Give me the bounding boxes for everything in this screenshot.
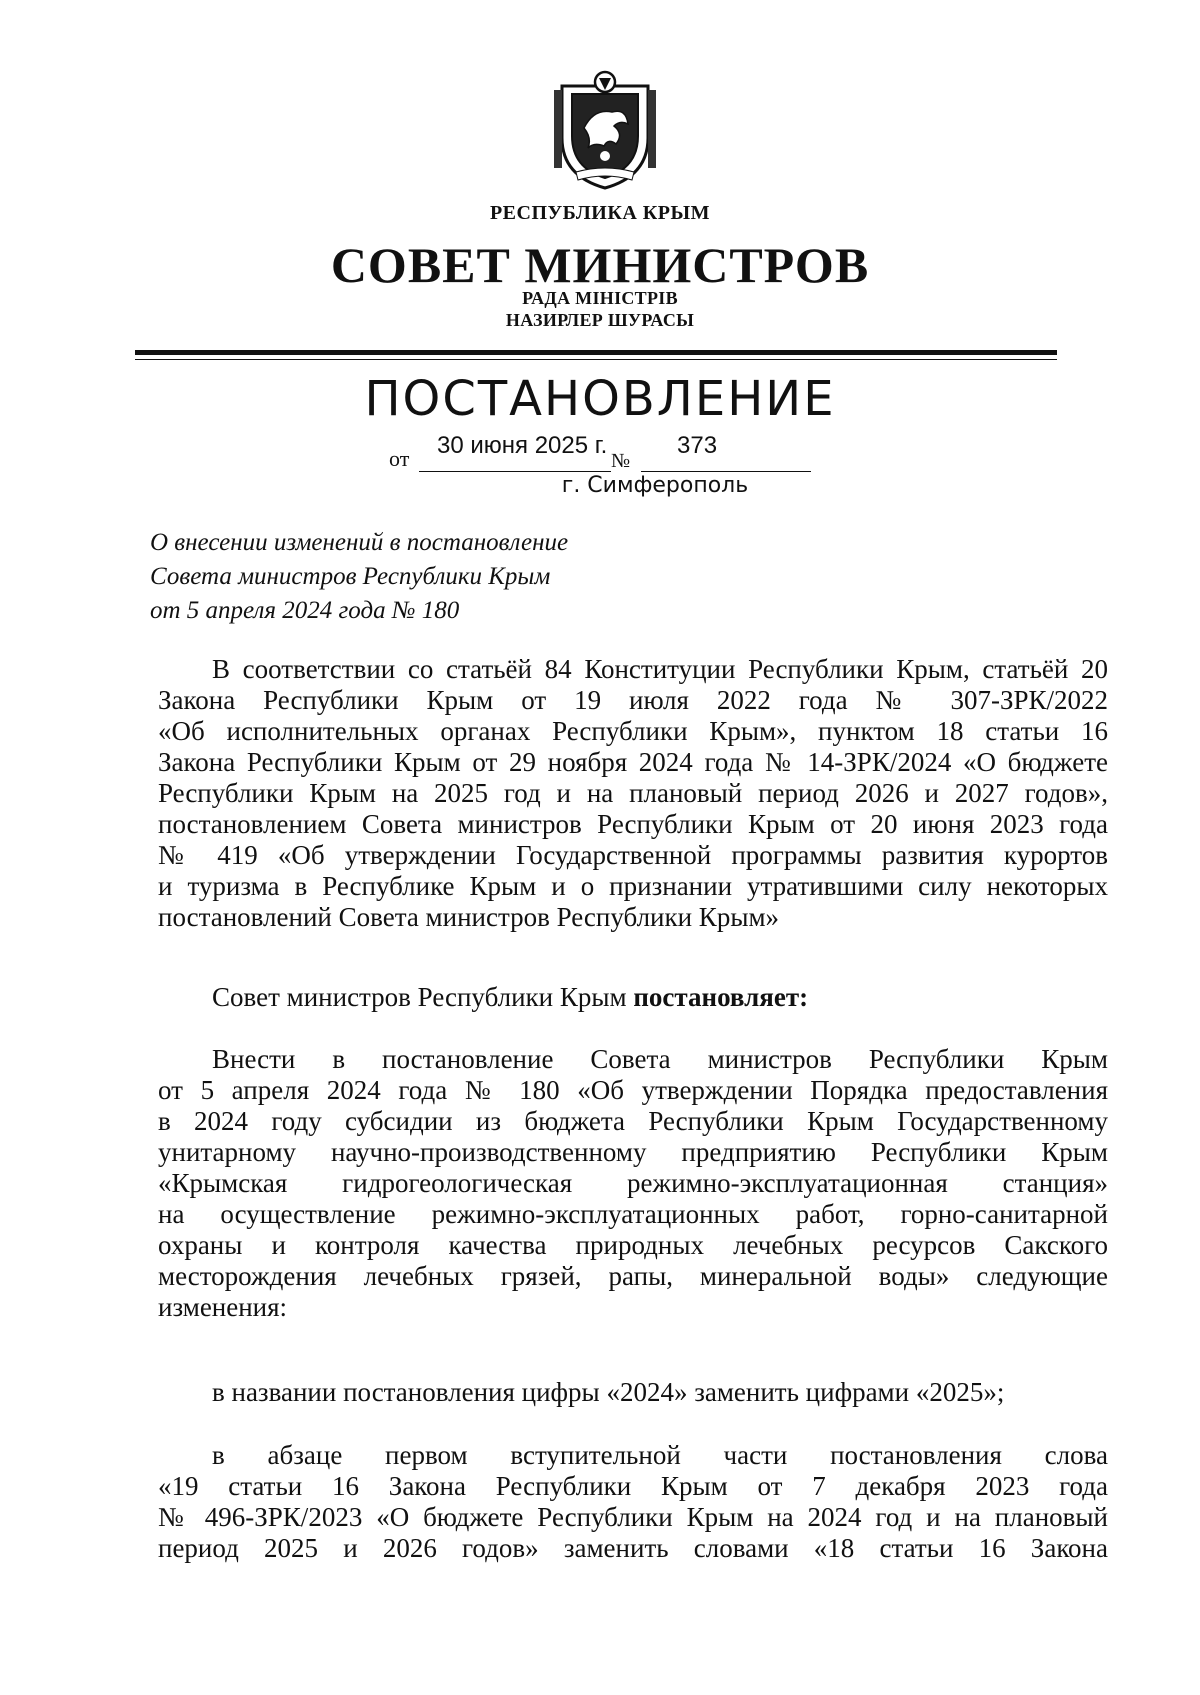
text-line: Закона Республики Крым от 19 июля 2022 года № 307-ЗРК/2022: [158, 685, 1108, 715]
preamble-paragraph: [158, 654, 1108, 933]
change-item-title: [158, 1377, 1108, 1408]
header-divider-thick: [135, 350, 1057, 355]
text-line: В соответствии со статьёй 84 Конституции Республики Крым, статьёй 20: [212, 654, 1108, 684]
text-line: постановлением Совета министров Республики Крым от 20 июня 2023 года: [158, 809, 1108, 839]
text-line: и туризма в Республике Крым и о признании утратившими силу некоторых: [158, 871, 1108, 901]
decree-title: ПОСТАНОВЛЕНИЕ: [364, 371, 836, 427]
header-divider-thin: [135, 359, 1057, 360]
text-line: в 2024 году субсидии из бюджета Республики Крым Государственному: [158, 1106, 1108, 1136]
text-line: «Крымская гидрогеологическая режимно-эксплуатационная станция»: [158, 1168, 1108, 1198]
text-line: охраны и контроля качества природных лечебных ресурсов Сакского: [158, 1230, 1108, 1260]
date-prefix: от: [389, 446, 410, 471]
text-line: «19 статьи 16 Закона Республики Крым от 7 декабря 2023 года: [158, 1471, 1108, 1501]
decree-date-row: [389, 432, 809, 472]
subject-line: Совета министров Республики Крым: [150, 563, 551, 590]
amendment-paragraph: [158, 1044, 1108, 1323]
text-line: изменения:: [158, 1292, 288, 1322]
text-line: месторождения лечебных грязей, рапы, минеральной воды» следующие: [158, 1261, 1108, 1291]
date-underline: [419, 471, 611, 472]
text-line: Закона Республики Крым от 29 ноября 2024 года № 14-ЗРК/2024 «О бюджете: [158, 747, 1108, 777]
crest-icon: [554, 68, 656, 190]
text-line: [158, 982, 1108, 1013]
text-line: унитарному научно-производственному предприятию Республики Крым: [158, 1137, 1108, 1167]
text-line: период 2025 и 2026 годов» заменить словами «18 статьи 16 Закона: [158, 1533, 1108, 1563]
text-line: в абзаце первом вступительной части постановления слова: [212, 1440, 1108, 1470]
resolution-paragraph: [158, 982, 1108, 1013]
decree-city: г. Симферополь: [561, 473, 749, 498]
text-line: в названии постановления цифры «2024» заменить цифрами «2025»;: [212, 1377, 1005, 1407]
decree-date: 30 июня 2025 г.: [437, 432, 608, 459]
council-name: СОВЕТ МИНИСТРОВ: [330, 237, 870, 293]
decree-number: 373: [677, 432, 718, 459]
number-label: №: [611, 450, 631, 472]
council-name-crimean-tatar: НАЗИРЛЕР ШУРАСЫ: [505, 310, 695, 330]
resolution-verb: постановляет:: [633, 982, 809, 1012]
text-line: от 5 апреля 2024 года № 180 «Об утверждении Порядка предоставления: [158, 1075, 1108, 1105]
text-line: № 496-ЗРК/2023 «О бюджете Республики Крым на 2024 год и на плановый: [158, 1502, 1108, 1532]
change-item-preamble: [158, 1440, 1108, 1564]
text-line: «Об исполнительных органах Республики Крым», пунктом 18 статьи 16: [158, 716, 1108, 746]
subject-line: от 5 апреля 2024 года № 180: [150, 597, 460, 624]
text-line: Республики Крым на 2025 год и на плановый период 2026 и 2027 годов»,: [158, 778, 1108, 808]
text-line: № 419 «Об утверждении Государственной программы развития курортов: [158, 840, 1108, 870]
decree-subject: [150, 526, 710, 628]
text-line: на осуществление режимно-эксплуатационных работ, горно-санитарной: [158, 1199, 1108, 1229]
subject-line: О внесении изменений в постановление: [150, 529, 569, 556]
resolution-text: Совет министров Республики Крым: [212, 982, 634, 1012]
text-line: постановлений Совета министров Республики Крым»: [158, 902, 780, 932]
text-line: Внести в постановление Совета министров Республики Крым: [212, 1044, 1108, 1074]
republic-name: РЕСПУБЛИКА КРЫМ: [489, 202, 711, 224]
number-underline: [641, 471, 811, 472]
council-name-ukrainian: РАДА МІНІСТРІВ: [522, 288, 678, 308]
